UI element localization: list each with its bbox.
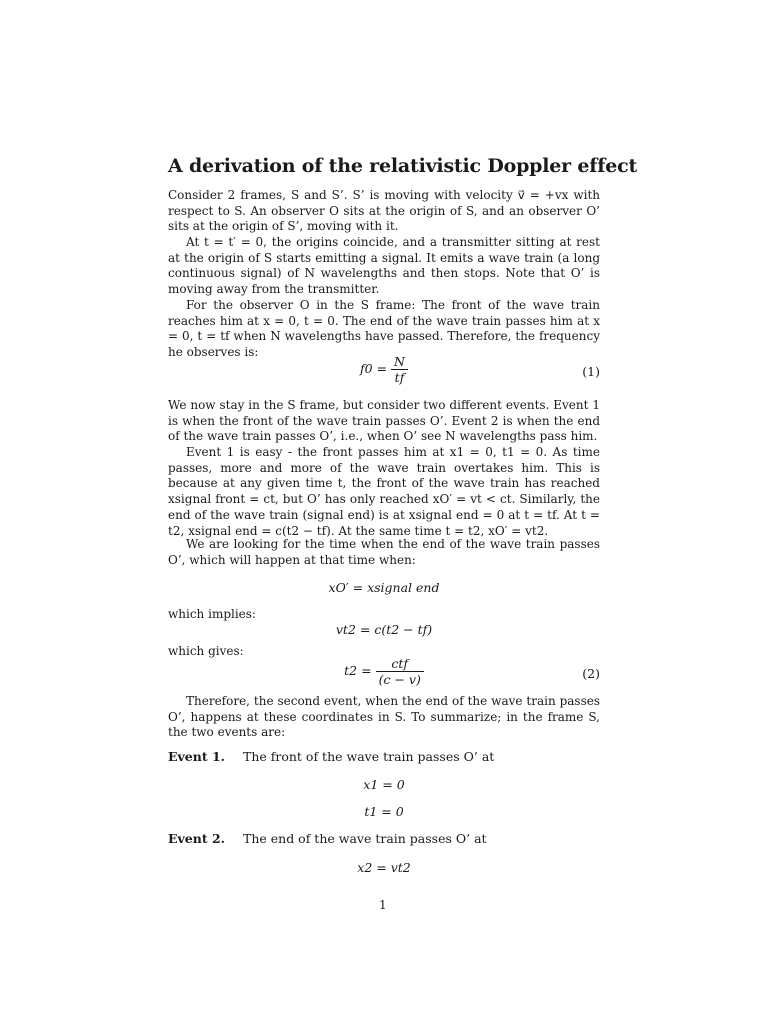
equation-t1-body: t1 = 0 bbox=[364, 804, 404, 819]
paragraph-1: Consider 2 frames, S and S’. S’ is moving with velocity v⃗ = +vx with respect to S. An observer O sits at the origin of S, and an observer O’ sits at the origin of S’, moving with it. bbox=[168, 188, 600, 234]
paragraph-5: Event 1 is easy - the front passes him at x1 = 0, t1 = 0. As time passes, more and more of the wave train overtakes him. This is because at any given time t, the front of the wave train has reached xsignal front = ct, but O’ has only reached xO′ = vt < ct. Similarly, the end of the wave train (signal end) is at xsignal end = 0 at t = tf. At t = t2, xsignal end = c(t2 − tf). At the same time t = t2, xO′ = vt2. bbox=[168, 445, 600, 538]
event-1-label: Event 1. bbox=[168, 749, 226, 764]
equation-2-number: (2) bbox=[582, 666, 600, 681]
event-1-heading bbox=[168, 749, 494, 764]
equation-xo bbox=[168, 580, 600, 602]
equation-1-numerator: N bbox=[391, 354, 408, 370]
equation-1 bbox=[168, 354, 600, 385]
equation-1-lhs: f0 = bbox=[360, 361, 388, 376]
event-2-label: Event 2. bbox=[168, 831, 226, 846]
paragraph-which-gives: which gives: bbox=[168, 644, 244, 658]
equation-2-lhs: t2 = bbox=[344, 663, 372, 678]
paragraph-4: We now stay in the S frame, but consider two different events. Event 1 is when the front of the wave train passes O’. Event 2 is when the end of the wave train passes O’, i.e., when O’ see N wavelengths pass him. bbox=[168, 398, 600, 444]
equation-2-denominator: (c − v) bbox=[378, 672, 421, 687]
paragraph-6: We are looking for the time when the end of the wave train passes O’, which will happen at that time when: bbox=[168, 537, 600, 567]
page-number: 1 bbox=[379, 898, 387, 912]
equation-1-number: (1) bbox=[582, 364, 600, 379]
paragraph-3: For the observer O in the S frame: The front of the wave train reaches him at x = 0, t = 0. The end of the wave train passes him at x = 0, t = tf when N wavelengths have passed. Therefore, the frequency he observes is: bbox=[168, 298, 600, 360]
equation-2-fraction bbox=[376, 656, 424, 687]
equation-vt2-body: vt2 = c(t2 − tf) bbox=[335, 622, 433, 637]
equation-1-fraction bbox=[391, 354, 408, 385]
equation-x2 bbox=[168, 860, 600, 882]
paragraph-which-implies: which implies: bbox=[168, 607, 256, 621]
event-2-heading bbox=[168, 831, 487, 846]
event-2-text: The end of the wave train passes O’ at bbox=[243, 831, 487, 846]
equation-x1 bbox=[168, 777, 600, 799]
equation-x2-body: x2 = vt2 bbox=[357, 860, 411, 875]
paragraph-7: Therefore, the second event, when the end of the wave train passes O’, happens at these coordinates in S. To summarize; in the frame S, the two events are: bbox=[168, 694, 600, 740]
equation-2-numerator: ctf bbox=[376, 656, 424, 672]
paragraph-2: At t = t′ = 0, the origins coincide, and a transmitter sitting at rest at the origin of S starts emitting a signal. It emits a wave train (a long continuous signal) of N wavelengths and then stops. Note that O’ is moving away from the transmitter. bbox=[168, 235, 600, 297]
event-1-text: The front of the wave train passes O’ at bbox=[243, 749, 495, 764]
equation-x1-body: x1 = 0 bbox=[363, 777, 405, 792]
equation-2 bbox=[168, 656, 600, 687]
equation-vt2 bbox=[168, 622, 600, 644]
equation-xo-body: xO′ = xsignal end bbox=[328, 580, 440, 595]
equation-t1 bbox=[168, 804, 600, 826]
equation-1-denominator: tf bbox=[394, 370, 405, 385]
paper-title: A derivation of the relativistic Doppler effect bbox=[168, 155, 638, 177]
